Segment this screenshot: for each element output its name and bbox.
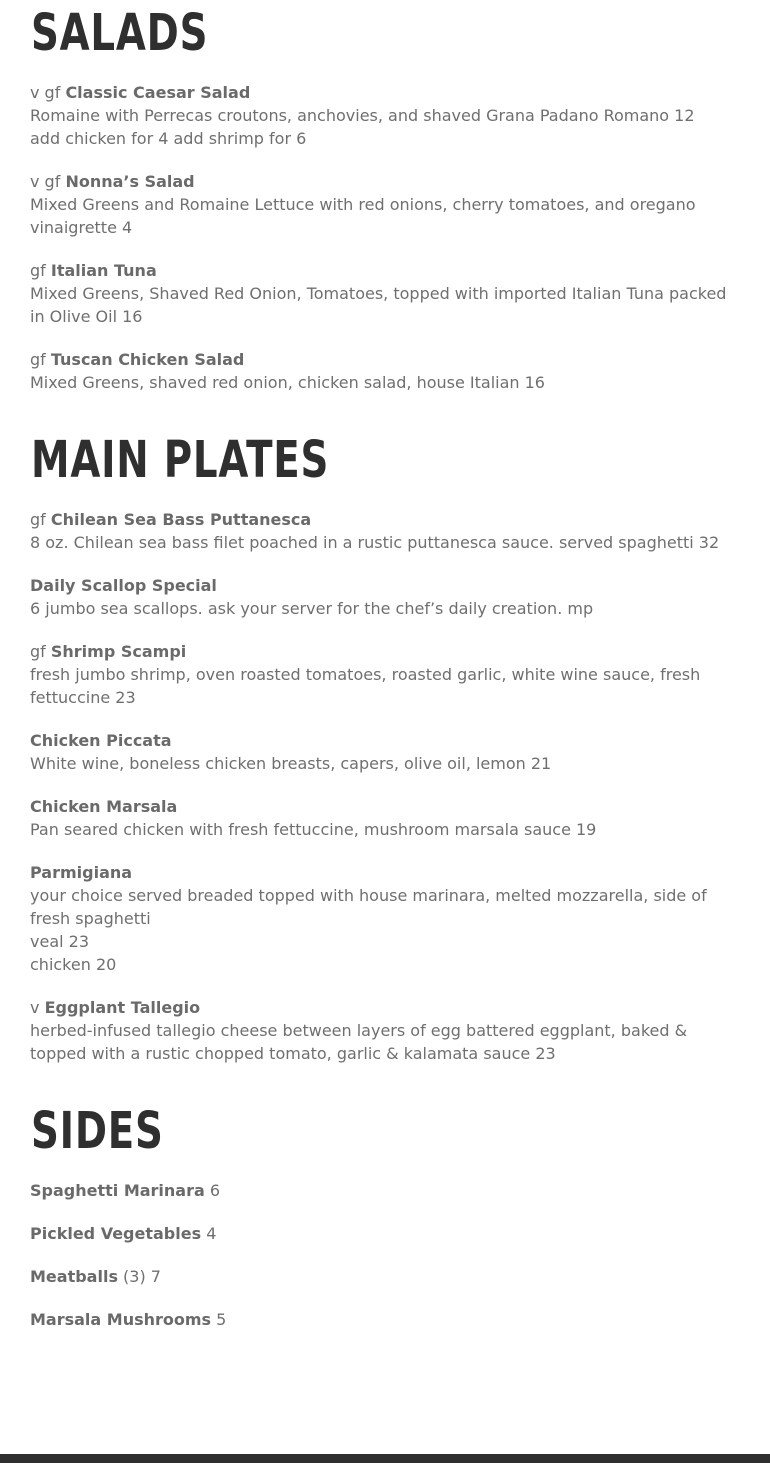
item-name: Classic Caesar Salad: [65, 83, 251, 102]
footer-bar: [0, 1454, 770, 1463]
item-tags: gf: [30, 642, 51, 661]
item-name: Chilean Sea Bass Puttanesca: [50, 510, 312, 529]
item-price: 6: [204, 1181, 221, 1200]
item-name: Italian Tuna: [50, 261, 157, 280]
item-tags: v gf: [30, 172, 66, 191]
menu-item: [30, 259, 740, 328]
menu-item: [30, 861, 740, 976]
item-tags: v gf: [30, 83, 66, 102]
item-name: Daily Scallop Special: [30, 576, 217, 595]
item-name: Meatballs: [30, 1267, 118, 1286]
item-name: Chicken Marsala: [30, 797, 178, 816]
item-name: Eggplant Tallegio: [44, 998, 201, 1017]
item-price: 5: [211, 1310, 227, 1329]
item-description: Mixed Greens and Romaine Lettuce with red onions, cherry tomatoes, and oregano vinaigrette 4: [30, 195, 696, 237]
item-description: herbed-infused tallegio cheese between layers of egg battered eggplant, baked & topped with a rustic chopped tomato, garlic & kalamata sauce 23: [30, 1021, 688, 1063]
side-item: [30, 1179, 740, 1202]
menu-item: [30, 574, 740, 620]
main-plates-list: [30, 508, 740, 1065]
menu-item: [30, 795, 740, 841]
menu-item: [30, 170, 740, 239]
item-description: fresh jumbo shrimp, oven roasted tomatoes, roasted garlic, white wine sauce, fresh fettuccine 23: [30, 665, 701, 707]
item-price: (3) 7: [117, 1267, 161, 1286]
menu-item: [30, 640, 740, 709]
item-tags: gf: [30, 350, 51, 369]
item-price-option: chicken 20: [30, 955, 117, 974]
item-name: Parmigiana: [30, 863, 133, 882]
menu-item: [30, 81, 740, 150]
menu-item: [30, 348, 740, 394]
item-description: 8 oz. Chilean sea bass filet poached in a rustic puttanesca sauce. served spaghetti 32: [30, 533, 720, 552]
menu-item: [30, 729, 740, 775]
item-description: add chicken for 4 add shrimp for 6: [30, 129, 307, 148]
item-name: Tuscan Chicken Salad: [50, 350, 245, 369]
item-tags: gf: [30, 510, 51, 529]
item-price-option: veal 23: [30, 932, 90, 951]
item-description: Romaine with Perrecas croutons, anchovies, and shaved Grana Padano Romano 12: [30, 106, 695, 125]
item-name: Nonna’s Salad: [65, 172, 195, 191]
item-name: Spaghetti Marinara: [30, 1181, 205, 1200]
item-tags: v: [30, 998, 45, 1017]
section-title-salads: SALADS: [31, 4, 209, 63]
side-item: [30, 1265, 740, 1288]
item-description: your choice served breaded topped with house marinara, melted mozzarella, side of fresh spaghetti: [30, 886, 707, 928]
section-title-main-plates: MAIN PLATES: [31, 431, 330, 490]
item-description: Pan seared chicken with fresh fettuccine, mushroom marsala sauce 19: [30, 820, 597, 839]
item-tags: gf: [30, 261, 51, 280]
item-name: Chicken Piccata: [30, 731, 172, 750]
salads-list: [30, 81, 740, 394]
item-price: 4: [201, 1224, 217, 1243]
section-title-sides: SIDES: [31, 1102, 164, 1161]
menu-item: [30, 996, 740, 1065]
item-name: Marsala Mushrooms: [30, 1310, 212, 1329]
item-name: Pickled Vegetables: [30, 1224, 202, 1243]
item-description: Mixed Greens, shaved red onion, chicken salad, house Italian 16: [30, 373, 545, 392]
item-description: Mixed Greens, Shaved Red Onion, Tomatoes, topped with imported Italian Tuna packed in Olive Oil 16: [30, 284, 727, 326]
item-description: White wine, boneless chicken breasts, capers, olive oil, lemon 21: [30, 754, 552, 773]
menu-item: [30, 508, 740, 554]
item-name: Shrimp Scampi: [50, 642, 187, 661]
sides-list: [30, 1179, 740, 1331]
item-description: 6 jumbo sea scallops. ask your server for the chef’s daily creation. mp: [30, 599, 594, 618]
side-item: [30, 1222, 740, 1245]
side-item: [30, 1308, 740, 1331]
menu: [30, 0, 740, 1351]
